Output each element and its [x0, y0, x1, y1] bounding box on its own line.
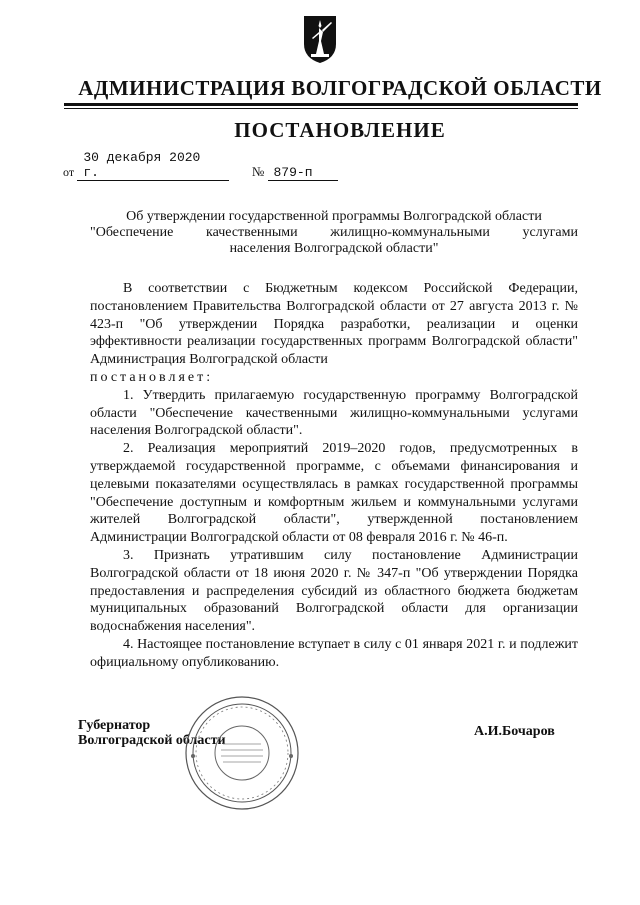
- preamble-text: В соответствии с Бюджетным кодексом Российской Федерации, постановлением Правительства Волгоградской области от 27 августа 2013 г. № 423-п "Об утверждении Порядка разработки, реализации и оценки эффективности реализации государственных программ Волгоградской области" Администрация Волгоградской области: [90, 281, 578, 368]
- document-subject: [90, 209, 578, 257]
- item-paragraph: 4. Настоящее постановление вступает в силу с 01 января 2021 г. и подлежит официальному опубликованию.: [90, 636, 578, 670]
- header-rule-thick: [64, 103, 578, 106]
- item-paragraph: 3. Признать утратившим силу постановление Администрации Волгоградской области от 18 июня 2020 г. № 347-п "Об утверждении Порядка предоставления и распределения субсидий из областного бюджета бюджетам муниципальных образований Волгоградской области для организации водоснабжения населения".: [90, 547, 578, 635]
- item-paragraph: 2. Реализация мероприятий 2019–2020 годов, предусмотренных в утверждаемой государственной программе, с объемами финансирования и целевыми показателями осуществлялась в рамках государственной программы "Обеспечение доступным и комфортным жильем и коммунальными услугами жителей Волгоградской области", утвержденной постановлением Администрации Волгоградской области от 08 февраля 2016 г. № 46-п.: [90, 441, 578, 546]
- document-type: ПОСТАНОВЛЕНИЕ: [234, 118, 446, 142]
- coat-of-arms-icon: [302, 14, 338, 64]
- document-body: [90, 280, 578, 672]
- header-rule-thin: [64, 108, 578, 109]
- number-prefix: №: [251, 164, 265, 179]
- subject-line: "Обеспечение качественными жилищно-коммунальными услугами: [90, 225, 578, 240]
- dateline: [63, 150, 338, 181]
- decree-word: постановляет:: [90, 369, 214, 385]
- subject-line: Об утверждении государственной программы Волгоградской области: [126, 209, 542, 224]
- position-line: Волгоградской области: [78, 733, 226, 748]
- document-number: 879-п: [268, 165, 338, 181]
- date-prefix: от: [63, 165, 75, 179]
- position-line: Губернатор: [78, 718, 151, 733]
- official-stamp-icon: [183, 694, 301, 812]
- organization-title: АДМИНИСТРАЦИЯ ВОЛГОГРАДСКОЙ ОБЛАСТИ: [78, 76, 602, 100]
- item-paragraph: 1. Утвердить прилагаемую государственную программу Волгоградской области "Обеспечение качественными жилищно-коммунальными услугами населения Волгоградской области".: [90, 387, 578, 439]
- document-date: 30 декабря 2020 г.: [77, 150, 229, 181]
- signatory-name: А.И.Бочаров: [474, 724, 555, 739]
- subject-line: населения Волгоградской области": [229, 241, 439, 256]
- preamble-paragraph: [90, 280, 578, 387]
